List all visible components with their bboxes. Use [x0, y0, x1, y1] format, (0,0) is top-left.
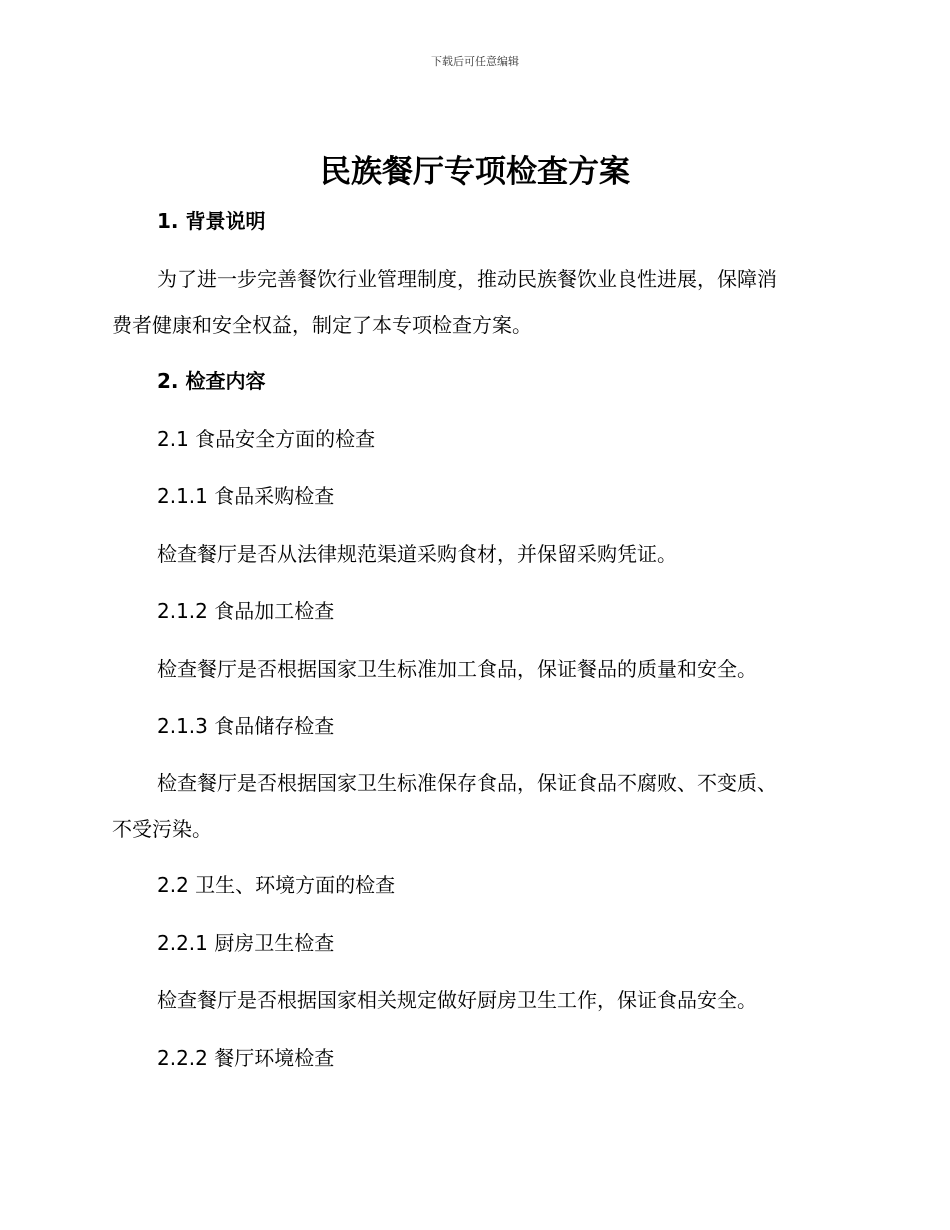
paragraph-line: 检查餐厅是否根据国家卫生标准保存食品，保证食品不腐败、不变质、: [157, 771, 777, 795]
paragraph-line: 检查餐厅是否根据国家相关规定做好厨房卫生工作，保证食品安全。: [157, 988, 757, 1012]
item-heading: 2.2.2 餐厅环境检查: [157, 1046, 335, 1070]
subsection-heading: 2.1 食品安全方面的检查: [157, 427, 376, 451]
item-heading: 2.1.3 食品储存检查: [157, 714, 335, 738]
section-heading-background: 1. 背景说明: [157, 209, 266, 233]
paragraph-line: 检查餐厅是否从法律规范渠道采购食材，并保留采购凭证。: [157, 542, 677, 566]
item-heading: 2.1.2 食品加工检查: [157, 599, 335, 623]
item-heading: 2.2.1 厨房卫生检查: [157, 931, 335, 955]
paragraph-line: 为了进一步完善餐饮行业管理制度，推动民族餐饮业良性进展，保障消: [157, 267, 777, 291]
paragraph-line: 费者健康和安全权益，制定了本专项检查方案。: [112, 313, 532, 337]
section-heading-inspection-content: 2. 检查内容: [157, 369, 266, 393]
paragraph-line: 检查餐厅是否根据国家卫生标准加工食品，保证餐品的质量和安全。: [157, 657, 757, 681]
subsection-heading: 2.2 卫生、环境方面的检查: [157, 873, 396, 897]
paragraph-line: 不受污染。: [112, 817, 212, 841]
item-heading: 2.1.1 食品采购检查: [157, 484, 335, 508]
page-header-note: 下载后可任意编辑: [431, 55, 519, 68]
document-title: 民族餐厅专项检查方案: [320, 154, 630, 190]
